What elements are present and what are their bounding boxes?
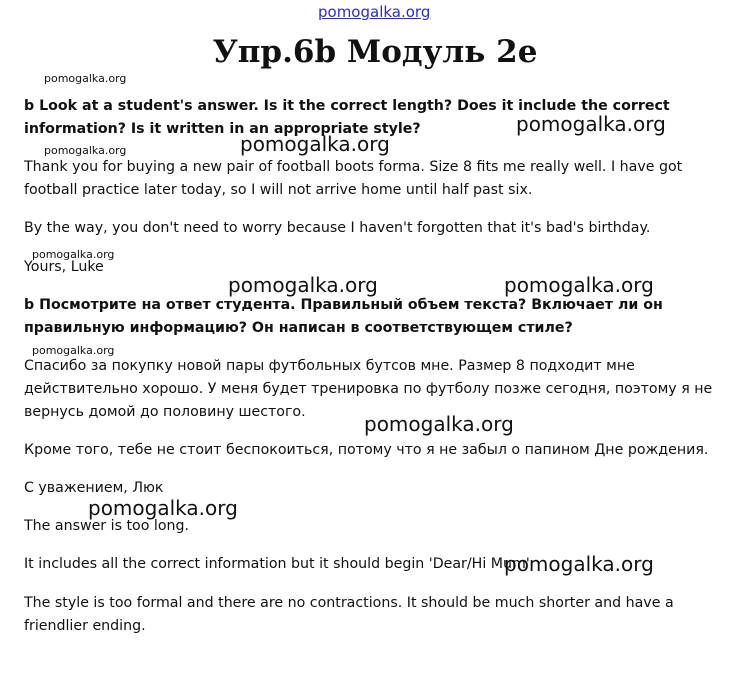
watermark-small: pomogalka.org (32, 248, 115, 261)
letter-english-paragraph-2: By the way, you don't need to worry because I haven't forgotten that it's bad's birthday. (24, 220, 651, 236)
page-title: Упр.6b Модуль 2e (212, 34, 538, 70)
answer-information: It includes all the correct information but it should begin 'Dear/Hi Mum' (24, 556, 530, 572)
watermark-small: pomogalka.org (32, 344, 115, 357)
watermark-large: pomogalka.org (516, 112, 666, 136)
letter-russian-paragraph-1: Спасибо за покупку новой пары футбольных бутсов мне. Размер 8 подходит мне действительно хорошо. У меня будет тренировка по футболу позже сегодня, поэтому я не вернусь домой до половину шестого. (24, 358, 713, 420)
watermark-large: pomogalka.org (504, 273, 654, 297)
watermark-large: pomogalka.org (228, 273, 378, 297)
letter-english-signature: Yours, Luke (24, 259, 104, 275)
answer-length: The answer is too long. (24, 518, 190, 534)
watermark-large: pomogalka.org (88, 496, 238, 520)
watermark-small: pomogalka.org (44, 144, 127, 157)
watermark-large: pomogalka.org (240, 132, 390, 156)
site-link[interactable]: pomogalka.org (318, 3, 431, 21)
watermark-large: pomogalka.org (504, 552, 654, 576)
letter-russian-signature: С уважением, Люк (24, 480, 164, 496)
watermark-small: pomogalka.org (44, 72, 127, 85)
task-english: b Look at a student's answer. Is it the correct length? Does it include the correct information? Is it written in an appropriate style? (24, 98, 670, 137)
letter-english-paragraph-1: Thank you for buying a new pair of football boots forma. Size 8 fits me really well. I have got football practice later today, so I will not arrive home until half past six. (24, 159, 683, 198)
answer-style: The style is too formal and there are no contractions. It should be much shorter and have a friendlier ending. (24, 595, 674, 634)
letter-russian-paragraph-2: Кроме того, тебе не стоит беспокоиться, потому что я не забыл о папином Дне рождения. (24, 442, 709, 458)
watermark-large: pomogalka.org (364, 412, 514, 436)
task-russian: b Посмотрите на ответ студента. Правильный объем текста? Включает ли он правильную информацию? Он написан в соответствующем стиле? (24, 297, 663, 336)
